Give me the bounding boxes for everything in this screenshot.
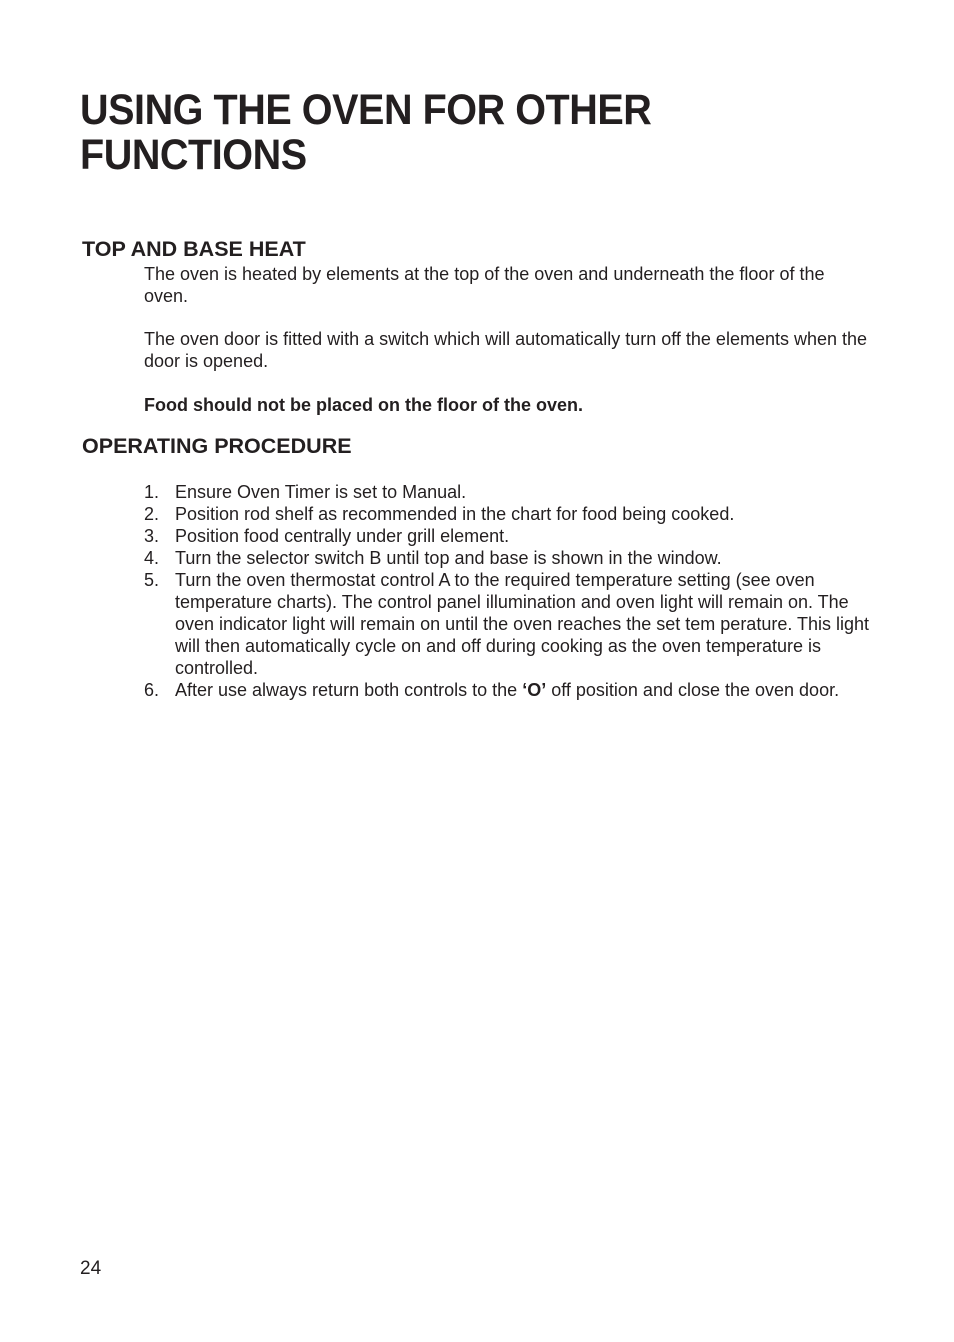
step-number: 1. xyxy=(144,482,160,502)
page-title: USING THE OVEN FOR OTHER FUNCTIONS xyxy=(80,86,652,179)
warning-floor-note: Food should not be placed on the floor of the oven. xyxy=(144,395,583,415)
page-number: 24 xyxy=(80,1258,102,1279)
list-item xyxy=(144,547,874,569)
procedure-steps-list xyxy=(144,481,874,701)
list-item xyxy=(144,481,874,503)
step-number: 5. xyxy=(144,570,160,590)
step-text-part: off position and close the oven door. xyxy=(546,680,840,700)
step-number: 3. xyxy=(144,526,160,546)
paragraph-oven-heating: The oven is heated by elements at the top of the oven and underneath the floor of the oven. xyxy=(144,264,825,306)
step-number: 2. xyxy=(144,504,160,524)
step-number: 6. xyxy=(144,680,160,700)
step-text: Position rod shelf as recommended in the chart for food being cooked. xyxy=(175,504,735,524)
step-number: 4. xyxy=(144,548,160,568)
step-text: Turn the selector switch B until top and base is shown in the window. xyxy=(175,548,722,568)
step-text: Turn the oven thermostat control A to the required temperature setting (see oven temperature charts). The control panel illumination and oven light will remain on. The oven indicator light will remain on until the oven reaches the set tem perature. This light will then automatically cycle on and off during cooking as the oven temperature is controlled. xyxy=(175,570,870,678)
step-text-part: After use always return both controls to the xyxy=(175,680,523,700)
list-item xyxy=(144,569,874,679)
section-heading-top-and-base-heat: TOP AND BASE HEAT xyxy=(82,237,306,261)
list-item xyxy=(144,503,874,525)
list-item xyxy=(144,679,874,701)
step-text: Ensure Oven Timer is set to Manual. xyxy=(175,482,467,502)
step-text xyxy=(175,679,874,701)
list-item xyxy=(144,525,874,547)
off-position-symbol: ‘O’ xyxy=(522,680,547,700)
paragraph-door-switch: The oven door is fitted with a switch which will automatically turn off the elements when the door is opened. xyxy=(144,329,868,371)
section-heading-operating-procedure: OPERATING PROCEDURE xyxy=(82,434,352,458)
step-text: Position food centrally under grill element. xyxy=(175,526,510,546)
